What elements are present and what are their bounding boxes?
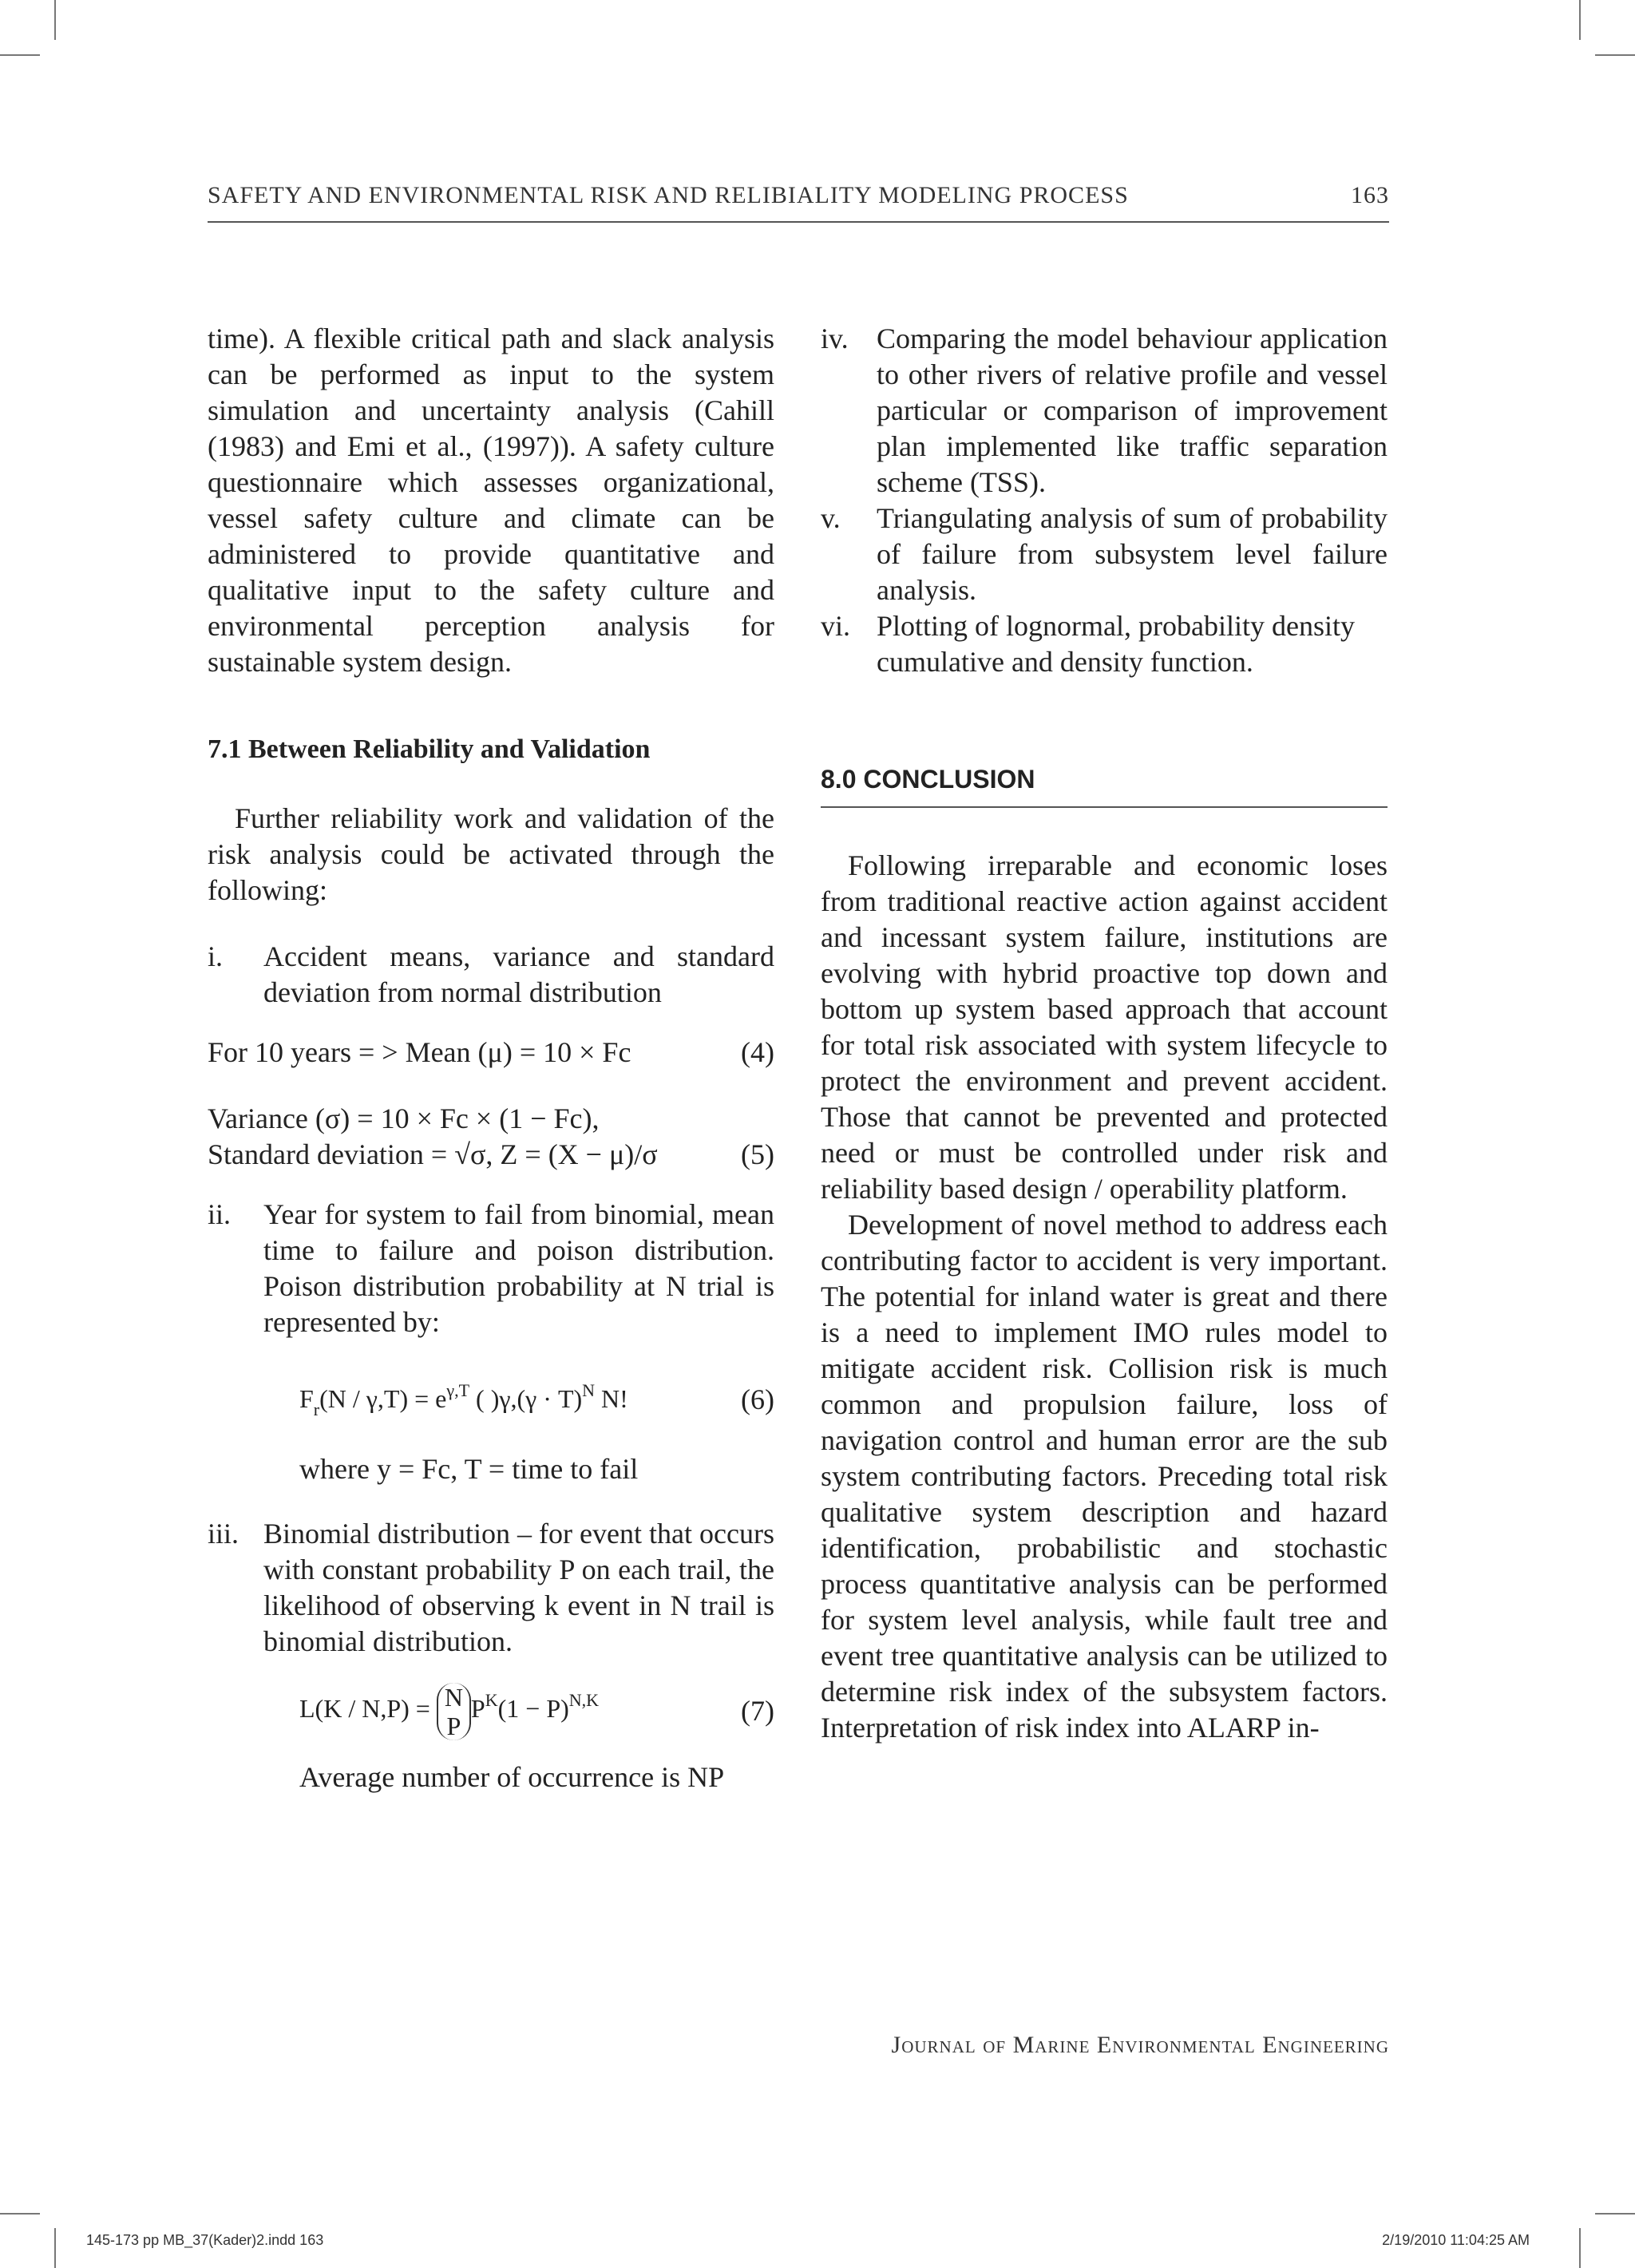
conclusion-heading	[821, 763, 1388, 808]
equation-number: (4)	[741, 1036, 774, 1068]
list-item-iii	[208, 1516, 774, 1660]
conclusion-paragraph-1: Following irreparable and economic loses from traditional reactive action against accident and incessant system failure, institutions are evolving with hybrid proactive top down and bottom up system based approach that account for total risk associated with system lifecycle to protect the environment and prevent accident. Those that cannot be prevented and protected need or must be controlled under risk and reliability based design / operability platform.	[821, 849, 1388, 1205]
crop-mark	[1579, 0, 1581, 40]
equation-line: Standard deviation = √σ, Z = (X − μ)/σ	[208, 1138, 658, 1170]
print-slug-left: 145-173 pp MB_37(Kader)2.indd 163	[86, 2232, 324, 2248]
journal-name: Journal of Marine Environmental Engineering	[891, 2032, 1389, 2058]
crop-mark	[1579, 2228, 1581, 2268]
list-number: vi.	[821, 610, 851, 642]
equation-6	[208, 1372, 774, 1427]
conclusion-paragraph-2: Development of novel method to address each contributing factor to accident is very important. The potential for inland water is great and there is a need to implement IMO rules model to mitigate accident risk. Collision risk is much common and propulsion failure, loss of navigation control and human error are the sub system contributing factors. Preceding total risk qualitative system description and hazard identification, probabilistic and stochastic process quantitative analysis can be performed for system level analysis, while fault tree and event tree quantitative analysis can be utilized to determine risk index of the subsystem factors. Interpretation of risk index into ALARP in-	[821, 1209, 1388, 1744]
crop-mark	[1595, 54, 1635, 56]
equation-7	[208, 1682, 774, 1740]
list-text: Year for system to fail from binomial, mean time to failure and poison distribution. Poison distribution probability at N trial is represented by:	[263, 1198, 774, 1338]
crop-mark	[0, 2213, 40, 2215]
crop-mark	[54, 0, 56, 40]
binomial-formula: L(K / N,P) = N P $P^K(1 - P)^{N,K}$	[299, 1682, 600, 1740]
section-intro: Further reliability work and validation of the risk analysis could be activated through the following:	[208, 802, 774, 906]
list-text: Plotting of lognormal, probability density cumulative and density function.	[877, 610, 1355, 678]
list-item-i	[208, 939, 774, 1011]
list-text: Comparing the model behaviour application to other rivers of relative profile and vessel particular or comparison of improvement plan implemented like traffic separation scheme (TSS).	[877, 323, 1388, 498]
equation-6-note: where y = Fc, T = time to fail	[299, 1453, 639, 1485]
list-number: ii.	[208, 1198, 232, 1230]
header-rule	[208, 221, 1389, 223]
equation-5	[208, 1101, 774, 1173]
crop-mark	[54, 2228, 56, 2268]
equation-number: (6)	[741, 1383, 774, 1415]
list-number: iv.	[821, 323, 849, 354]
equation-4	[208, 1035, 774, 1071]
list-item-v	[821, 501, 1388, 608]
intro-paragraph: time). A flexible critical path and slack analysis can be performed as input to the system simulation and uncertainty analysis (Cahill (1983) and Emi et al., (1997)). A safety culture questionnaire which assesses organizational, vessel safety culture and climate can be administered to provide quantitative and qualitative input to the safety culture and environmental perception analysis for sustainable system design.	[208, 323, 774, 678]
running-header	[208, 182, 1389, 209]
list-item-iv	[821, 321, 1388, 501]
list-text: Binomial distribution – for event that occurs with constant probability P on each trail, the likelihood of observing k event in N trail is binomial distribution.	[263, 1518, 774, 1657]
list-item-vi	[821, 608, 1388, 680]
right-column	[821, 321, 1388, 1746]
running-title: SAFETY AND ENVIRONMENTAL RISK AND RELIBIALITY MODELING PROCESS	[208, 182, 1129, 208]
equation-text: For 10 years = > Mean (μ) = 10 × Fc	[208, 1036, 631, 1068]
left-column	[208, 321, 774, 1795]
section-title-7-1: 7.1 Between Reliability and Validation	[208, 734, 651, 764]
crop-mark	[0, 54, 40, 56]
list-number: i.	[208, 940, 224, 972]
list-text: Triangulating analysis of sum of probability of failure from subsystem level failure analysis.	[877, 502, 1388, 606]
equation-7-note: Average number of occurrence is NP	[299, 1760, 725, 1793]
list-number: iii.	[208, 1518, 240, 1550]
equation-number: (5)	[741, 1138, 774, 1170]
print-slug-right: 2/19/2010 11:04:25 AM	[1382, 2232, 1530, 2248]
list-text: Accident means, variance and standard deviation from normal distribution	[263, 940, 774, 1008]
equation-line: Variance (σ) = 10 × Fc × (1 − Fc),	[208, 1102, 600, 1134]
page-number: 163	[1351, 182, 1389, 208]
poisson-formula: $F_r(N / \gamma,T) = e^{\gamma,T}$ ( )$\gamma,(\gamma \cdot T)^N$ N!	[299, 1380, 628, 1419]
list-number: v.	[821, 502, 841, 534]
crop-mark	[1595, 2213, 1635, 2215]
section-title-8-0: 8.0 CONCLUSION	[821, 765, 1035, 794]
list-item-ii	[208, 1197, 774, 1340]
section-rule	[821, 806, 1388, 808]
equation-number: (7)	[741, 1694, 774, 1727]
